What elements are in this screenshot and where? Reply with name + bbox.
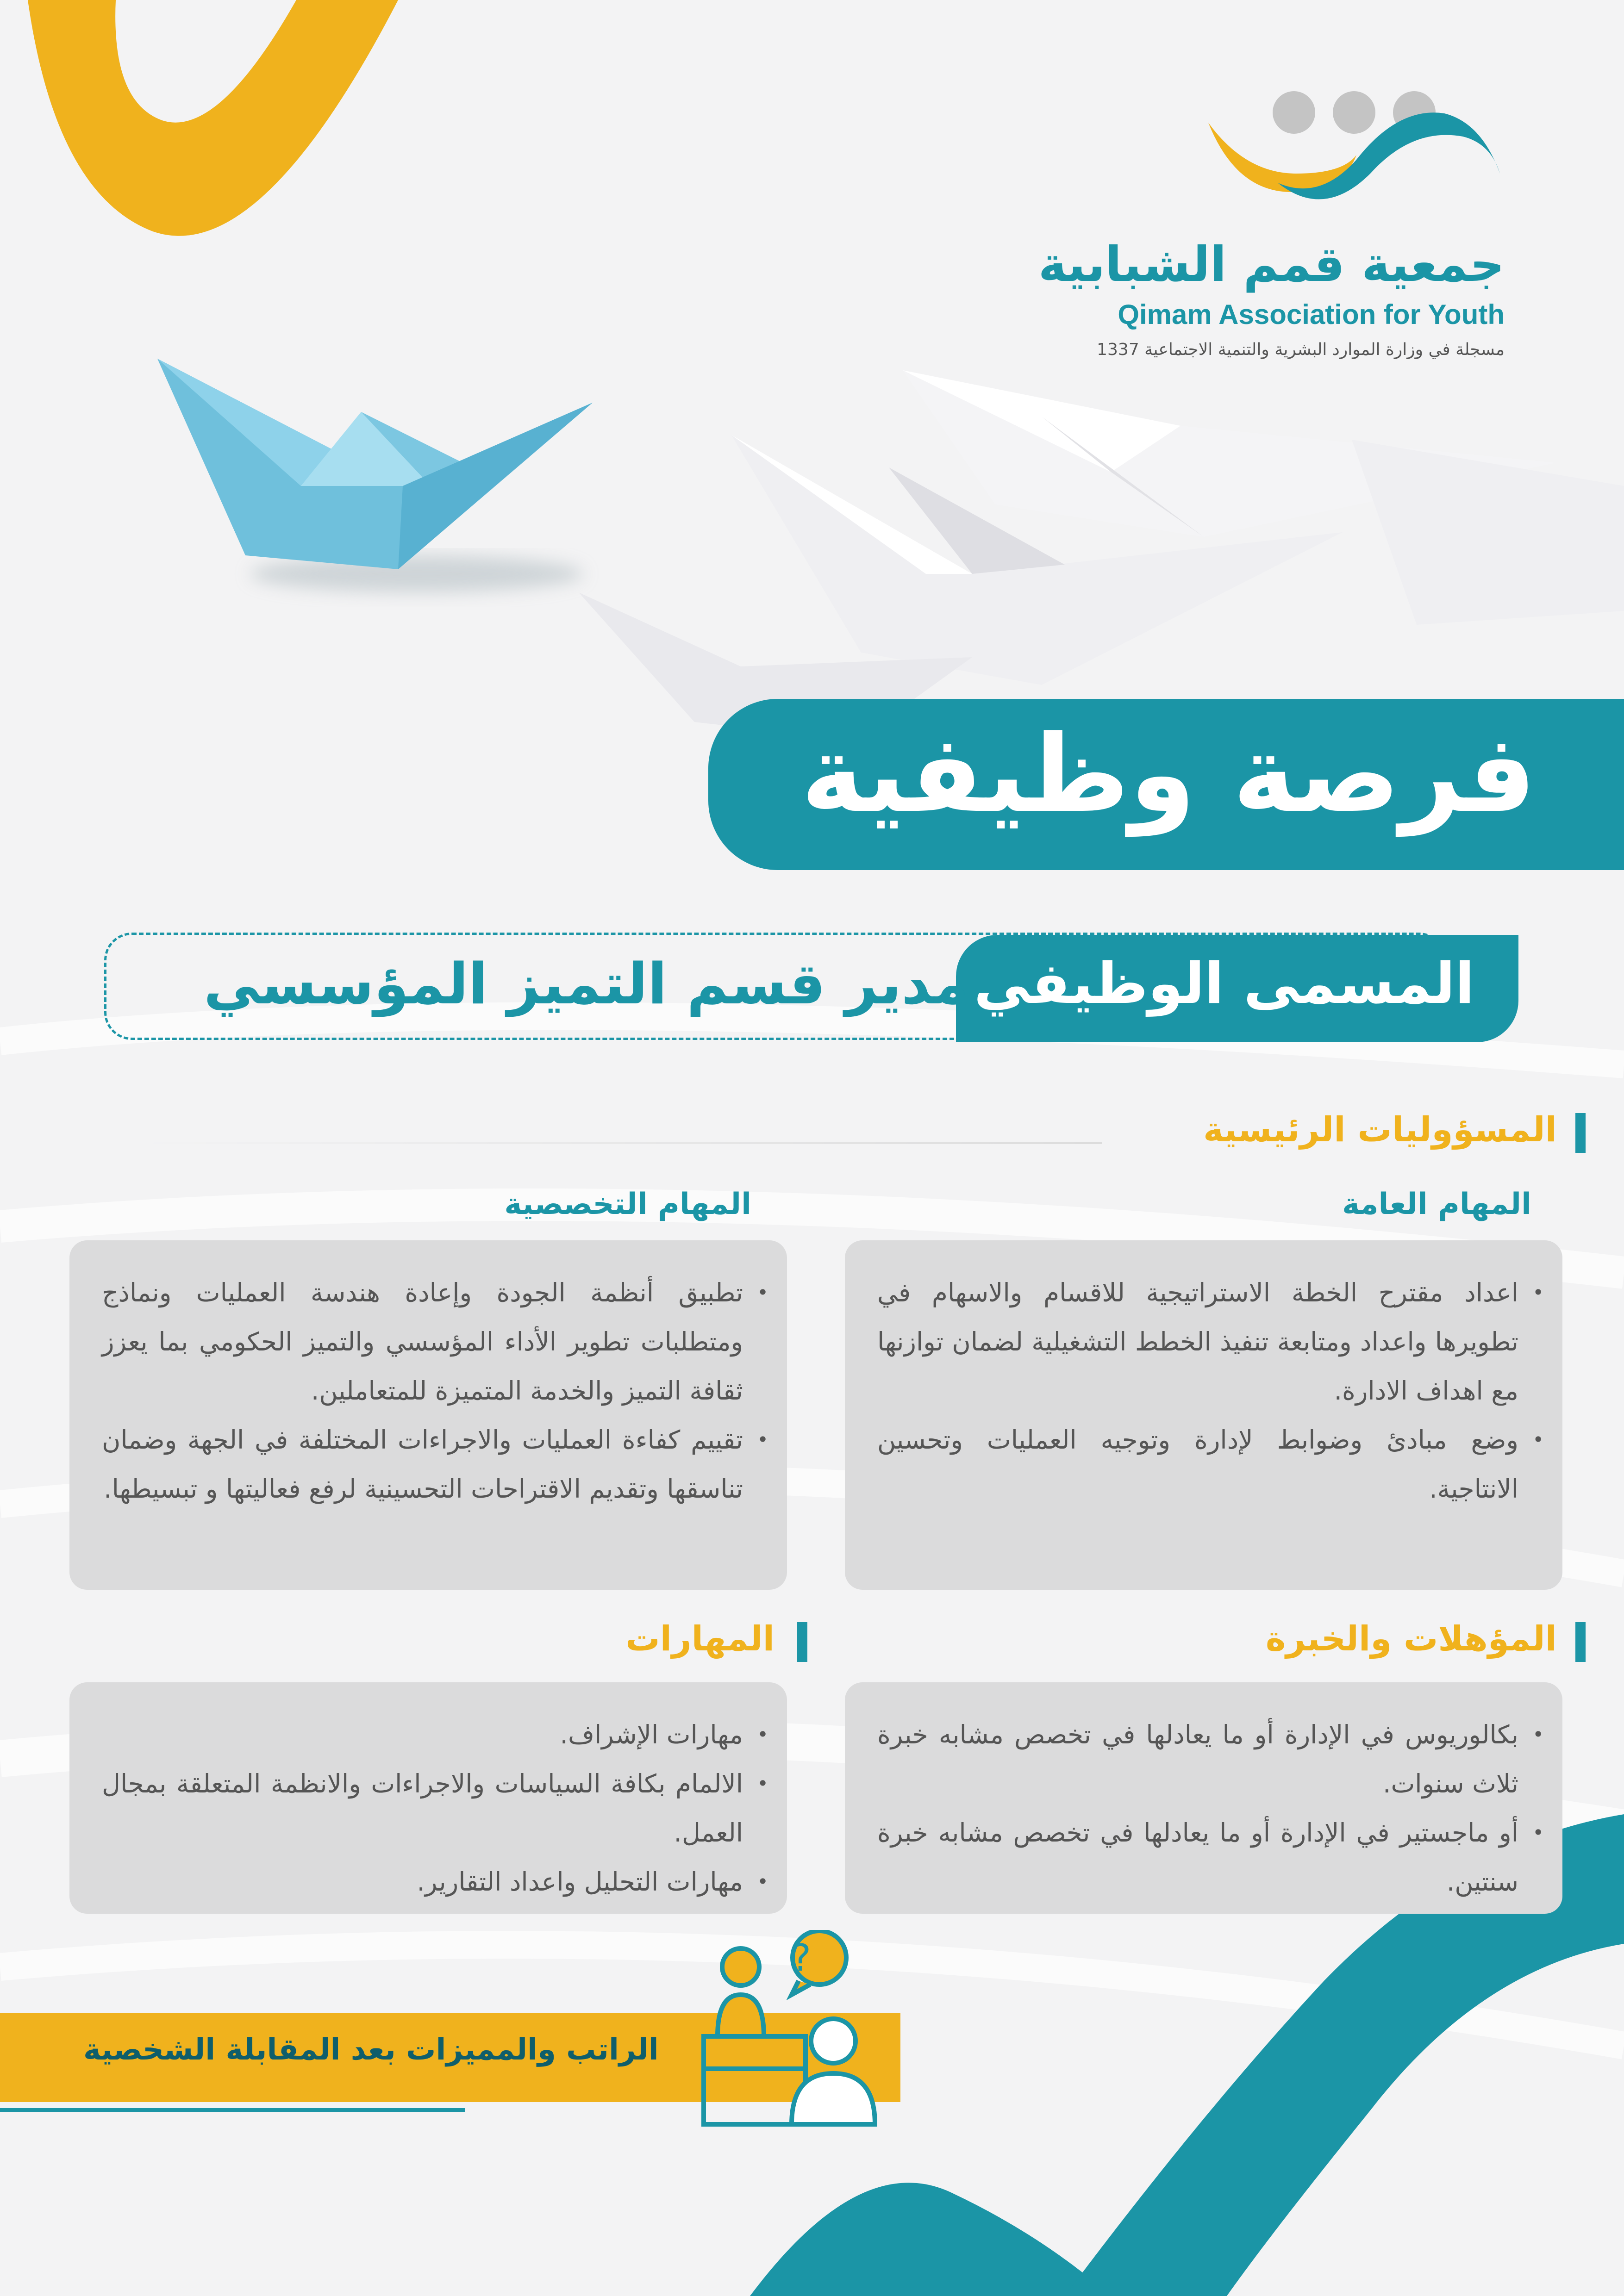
list-item: • تقييم كفاءة العمليات والاجراءات المختلفة في الجهة وضمان تناسقها وتقديم الاقتراحات التحسينية لرفع فعاليتها و تبسيطها. xyxy=(102,1415,743,1513)
skills-card xyxy=(69,1682,787,1914)
salary-underline xyxy=(0,2108,465,2112)
paper-boats-illustration xyxy=(139,333,1624,750)
job-title-label-pill xyxy=(956,935,1518,1042)
logo-name-english: Qimam Association for Youth xyxy=(1118,299,1505,330)
list-item: • مهارات التحليل واعداد التقارير. xyxy=(102,1857,743,1906)
section-marker xyxy=(1575,1113,1586,1153)
logo-registration: مسجلة في وزارة الموارد البشرية والتنمية الاجتماعية 1337 xyxy=(1097,340,1505,359)
general-tasks-heading: المهام العامة xyxy=(1342,1187,1531,1221)
logo-name-arabic: جمعية قمم الشبابية xyxy=(1038,236,1505,292)
list-item: • وضع مبادئ وضوابط لإدارة وتوجيه العمليات وتحسين الانتاجية. xyxy=(877,1415,1518,1513)
list-item: • اعداد مقترح الخطة الاستراتيجية للاقسام والاسهام في تطويرها واعداد ومتابعة تنفيذ الخطط التشغيلية لضمان توازنها مع اهداف الادارة. xyxy=(877,1268,1518,1415)
job-title-label: المسمى الوظيفي xyxy=(974,951,1474,1016)
qualifications-heading: المؤهلات والخبرة xyxy=(1265,1619,1557,1659)
qualifications-card xyxy=(845,1682,1562,1914)
job-title-value: مدير قسم التميز المؤسسي xyxy=(204,951,969,1017)
banner-title: فرصة وظيفية xyxy=(801,713,1536,836)
teal-wave-shape xyxy=(750,2183,1111,2296)
responsibilities-heading: المسؤوليات الرئيسية xyxy=(1203,1110,1557,1150)
job-opportunity-banner xyxy=(708,699,1624,870)
salary-text: الراتب والمميزات بعد المقابلة الشخصية xyxy=(83,2033,659,2067)
logo-mark-icon xyxy=(1204,81,1500,229)
section-marker xyxy=(1575,1622,1586,1662)
list-item: • مهارات الإشراف. xyxy=(102,1710,743,1759)
general-tasks-card xyxy=(845,1240,1562,1590)
association-logo xyxy=(1038,81,1518,377)
svg-text:?: ? xyxy=(791,1936,811,1979)
list-item: • الالمام بكافة السياسات والاجراءات والانظمة المتعلقة بمجال العمل. xyxy=(102,1759,743,1857)
list-item: • أو ماجستير في الإدارة أو ما يعادلها في تخصص مشابه خبرة سنتين. xyxy=(877,1808,1518,1906)
section-marker xyxy=(797,1622,807,1662)
skills-heading: المهارات xyxy=(625,1619,775,1659)
list-item: • تطبيق أنظمة الجودة وإعادة هندسة العمليات ونماذج ومتطلبات تطوير الأداء المؤسسي والتميز الحكومي بما يعزز ثقافة التميز والخدمة المتميزة للمتعاملين. xyxy=(102,1268,743,1415)
divider-line xyxy=(139,1142,1102,1144)
specialized-tasks-card xyxy=(69,1240,787,1590)
interview-icon xyxy=(699,1930,903,2138)
gold-crescent-shape xyxy=(28,0,398,236)
list-item: • بكالوريوس في الإدارة أو ما يعادلها في تخصص مشابه خبرة ثلاث سنوات. xyxy=(877,1710,1518,1808)
specialized-tasks-heading: المهام التخصصية xyxy=(504,1187,751,1221)
